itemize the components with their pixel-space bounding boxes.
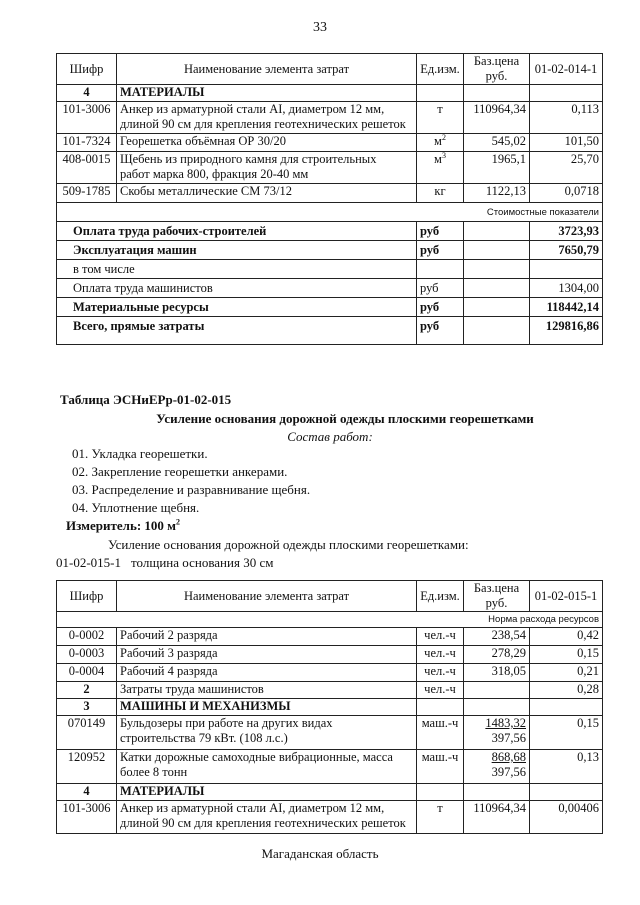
- labor-name: Затраты труда машинистов: [117, 682, 417, 699]
- labor-value: 0,28: [530, 682, 603, 699]
- summary-label: Оплата труда машинистов: [57, 279, 417, 298]
- table-row: [57, 134, 603, 152]
- table-row: [57, 628, 603, 646]
- row-value: 101,50: [530, 134, 603, 152]
- row-value: 0,00406: [530, 801, 603, 834]
- group-title: МАТЕРИАЛЫ: [117, 85, 417, 102]
- group-title: МАТЕРИАЛЫ: [117, 784, 417, 801]
- header-norm-code: 01-02-015-1: [530, 581, 603, 612]
- table-row: [57, 646, 603, 664]
- summary-label: Материальные ресурсы: [57, 298, 417, 317]
- row-unit: маш.-ч: [417, 716, 464, 750]
- header-unit: Ед.изм.: [417, 581, 464, 612]
- summary-value: 1304,00: [530, 279, 603, 298]
- row-price: 238,54: [464, 628, 530, 646]
- norm-caption-row: [57, 612, 603, 628]
- header-name: Наименование элемента затрат: [117, 581, 417, 612]
- section-subtitle: Усиление основания дорожной одежды плоскими георешетками: [156, 411, 534, 426]
- table-row: [57, 664, 603, 682]
- row-code: 0-0003: [57, 646, 117, 664]
- summary-unit: руб: [417, 317, 464, 345]
- row-price: 110964,34: [464, 801, 530, 834]
- summary-unit: [417, 260, 464, 279]
- summary-value: 3723,93: [530, 222, 603, 241]
- labor-row: [57, 682, 603, 699]
- row-name: Рабочий 3 разряда: [117, 646, 417, 664]
- page-footer: Магаданская область: [261, 846, 379, 861]
- summary-row: [57, 222, 603, 241]
- work-item: 03. Распределение и разравнивание щебня.: [72, 482, 311, 497]
- header-name: Наименование элемента затрат: [117, 54, 417, 85]
- cost-caption-row: [57, 203, 603, 222]
- group-row-machines: [57, 699, 603, 716]
- row-unit: чел.-ч: [417, 628, 464, 646]
- row-price: 278,29: [464, 646, 530, 664]
- row-name: Анкер из арматурной стали AI, диаметром 12 мм, длиной 90 см для крепления геотехнических решеток: [117, 801, 417, 834]
- row-price: 1965,1: [464, 152, 530, 184]
- row-name: Бульдозеры при работе на других видах строительства 79 кВт. (108 л.с.): [117, 716, 417, 750]
- row-value: 0,15: [530, 646, 603, 664]
- labor-num: 2: [57, 682, 117, 699]
- header-price: [464, 581, 530, 612]
- group-num: 3: [57, 699, 117, 716]
- composition-title: Состав работ:: [287, 429, 373, 444]
- row-code: 0-0002: [57, 628, 117, 646]
- row-name: Георешетка объёмная ОР 30/20: [117, 134, 417, 152]
- header-norm-code: 01-02-014-1: [530, 54, 603, 85]
- summary-row: [57, 241, 603, 260]
- row-code: 120952: [57, 750, 117, 784]
- row-code: 408-0015: [57, 152, 117, 184]
- header-price-line1: Баз.цена: [473, 581, 520, 595]
- row-value: 0,21: [530, 664, 603, 682]
- group-row-materials: [57, 85, 603, 102]
- table-row: [57, 750, 603, 784]
- variant-code: 01-02-015-1: [56, 555, 121, 570]
- table-row: [57, 102, 603, 134]
- group-title: МАШИНЫ И МЕХАНИЗМЫ: [117, 699, 417, 716]
- table-row: [57, 716, 603, 750]
- row-value: 25,70: [530, 152, 603, 184]
- row-value: 0,113: [530, 102, 603, 134]
- measure-description: Усиление основания дорожной одежды плоскими георешетками:: [108, 537, 469, 552]
- table-row: [57, 152, 603, 184]
- row-price: 318,05: [464, 664, 530, 682]
- summary-value: 129816,86: [530, 317, 603, 345]
- table-row: [57, 801, 603, 834]
- summary-row: [57, 298, 603, 317]
- row-unit: чел.-ч: [417, 646, 464, 664]
- cost-caption: Стоимостные показатели: [57, 203, 603, 222]
- summary-unit: руб: [417, 279, 464, 298]
- summary-label: в том числе: [57, 260, 417, 279]
- resource-table-014: [56, 53, 603, 345]
- resource-table-015: [56, 580, 603, 834]
- labor-unit: чел.-ч: [417, 682, 464, 699]
- summary-value: 118442,14: [530, 298, 603, 317]
- row-name: Катки дорожные самоходные вибрационные, масса более 8 тонн: [117, 750, 417, 784]
- row-price: 110964,34: [464, 102, 530, 134]
- header-price-line2: руб.: [485, 69, 508, 83]
- summary-label: Оплата труда рабочих-строителей: [57, 222, 417, 241]
- page-number: 33: [313, 20, 327, 35]
- row-price: 1122,13: [464, 184, 530, 203]
- row-unit: т: [417, 801, 464, 834]
- header-price-line1: Баз.цена: [473, 54, 520, 68]
- row-code: 101-3006: [57, 801, 117, 834]
- row-unit: $м^3$: [417, 152, 464, 184]
- row-price: 545,02: [464, 134, 530, 152]
- row-name: Скобы металлические СМ 73/12: [117, 184, 417, 203]
- row-code: 101-3006: [57, 102, 117, 134]
- group-num: 4: [57, 784, 117, 801]
- work-item: 04. Уплотнение щебня.: [72, 500, 200, 515]
- row-code: 101-7324: [57, 134, 117, 152]
- header-price: [464, 54, 530, 85]
- table-row: [57, 184, 603, 203]
- group-num: 4: [57, 85, 117, 102]
- row-unit: кг: [417, 184, 464, 203]
- work-item: 02. Закрепление георешетки анкерами.: [72, 464, 288, 479]
- row-price: 1483,32 397,56: [464, 716, 530, 750]
- row-name: Рабочий 2 разряда: [117, 628, 417, 646]
- variant-text: толщина основания 30 см: [131, 555, 274, 570]
- summary-row: [57, 317, 603, 345]
- row-value: 0,0718: [530, 184, 603, 203]
- header-unit: Ед.изм.: [417, 54, 464, 85]
- row-price: 868,68 397,56: [464, 750, 530, 784]
- row-unit: маш.-ч: [417, 750, 464, 784]
- work-item: 01. Укладка георешетки.: [72, 446, 208, 461]
- summary-row: [57, 279, 603, 298]
- row-unit: $м^2$: [417, 134, 464, 152]
- row-value: 0,15: [530, 716, 603, 750]
- summary-unit: руб: [417, 222, 464, 241]
- group-row-materials: [57, 784, 603, 801]
- row-unit: т: [417, 102, 464, 134]
- summary-label: Всего, прямые затраты: [57, 317, 417, 345]
- row-name: Рабочий 4 разряда: [117, 664, 417, 682]
- measure-unit: Измеритель: 100 $м^2$: [66, 517, 181, 533]
- summary-row: [57, 260, 603, 279]
- summary-unit: руб: [417, 298, 464, 317]
- row-unit: чел.-ч: [417, 664, 464, 682]
- header-price-line2: руб.: [485, 596, 508, 610]
- norm-caption: Норма расхода ресурсов: [57, 612, 603, 628]
- row-name: Анкер из арматурной стали AI, диаметром 12 мм, длиной 90 см для крепления геотехнических решеток: [117, 102, 417, 134]
- table-header-row: [57, 54, 603, 85]
- summary-value: 7650,79: [530, 241, 603, 260]
- row-code: 070149: [57, 716, 117, 750]
- row-code: 0-0004: [57, 664, 117, 682]
- section-title: Таблица ЭСНиЕРр-01-02-015: [60, 392, 232, 407]
- header-code: Шифр: [57, 581, 117, 612]
- row-name: Щебень из природного камня для строительных работ марка 800, фракция 20-40 мм: [117, 152, 417, 184]
- summary-unit: руб: [417, 241, 464, 260]
- row-value: 0,42: [530, 628, 603, 646]
- row-value: 0,13: [530, 750, 603, 784]
- row-code: 509-1785: [57, 184, 117, 203]
- header-code: Шифр: [57, 54, 117, 85]
- summary-value: [530, 260, 603, 279]
- table-header-row: [57, 581, 603, 612]
- summary-label: Эксплуатация машин: [57, 241, 417, 260]
